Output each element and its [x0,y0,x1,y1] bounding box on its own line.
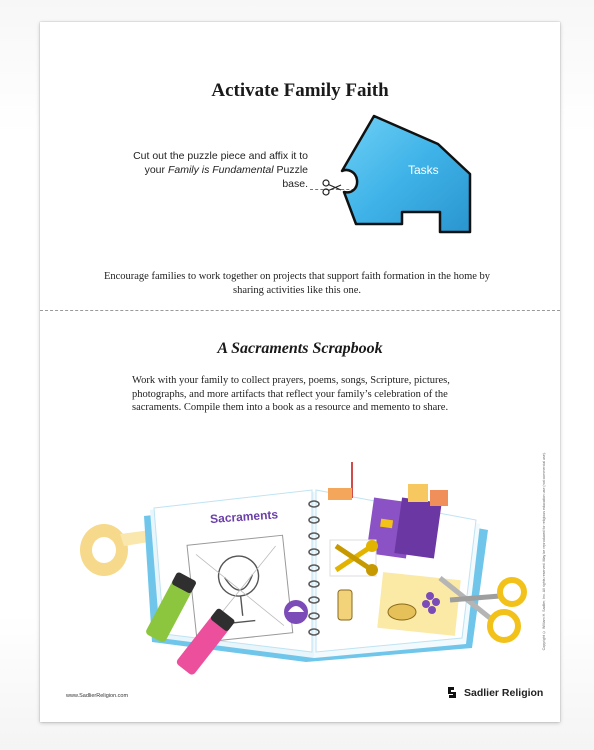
brand-name: Sadlier Religion [464,686,544,699]
instructions-puzzle-name: Family is Fundamental [167,164,274,176]
instructions-line-2 [132,163,308,191]
page-title: Activate Family Faith [211,80,389,101]
chalice-drawing [187,535,293,642]
oil-bottle-icon [338,590,352,620]
brand-logo [446,686,543,699]
sadlier-logo-icon [446,686,459,699]
handout-page [40,22,560,722]
cut-divider [40,310,560,311]
instructions-suffix: Puzzle base. [273,164,308,190]
instructions-prefix: your [144,164,168,176]
puzzle-label: Tasks [408,163,439,177]
section-title: A Sacraments Scrapbook [217,340,383,357]
scrapbook-illustration [80,400,550,690]
activity-description: Work with your family to collect prayers, poems, songs, Scripture, pictures, photographs, and more artifacts that reflect your family’s celebration of the sacraments. Compile them into a book as a resource and memento to share. [132,375,450,413]
keys-icon [330,540,378,576]
stole-icon [366,497,441,558]
copyright-notice: Copyright © William H. Sadlier, Inc. All rights reserved. May be reproduced for religious education use (not commercial use). [542,452,546,651]
scrapbook-label: Sacraments [209,507,279,527]
cut-instructions [132,149,308,191]
encourage-text: Encourage families to work together on projects that support faith formation in the home by sharing activities like this one. [103,271,491,296]
instructions-line-1: Cut out the puzzle piece and affix it to [133,150,308,162]
scrapbook-book [144,462,488,662]
footer-url: www.SadlierReligion.com [66,693,129,699]
puzzle-piece [338,114,478,244]
